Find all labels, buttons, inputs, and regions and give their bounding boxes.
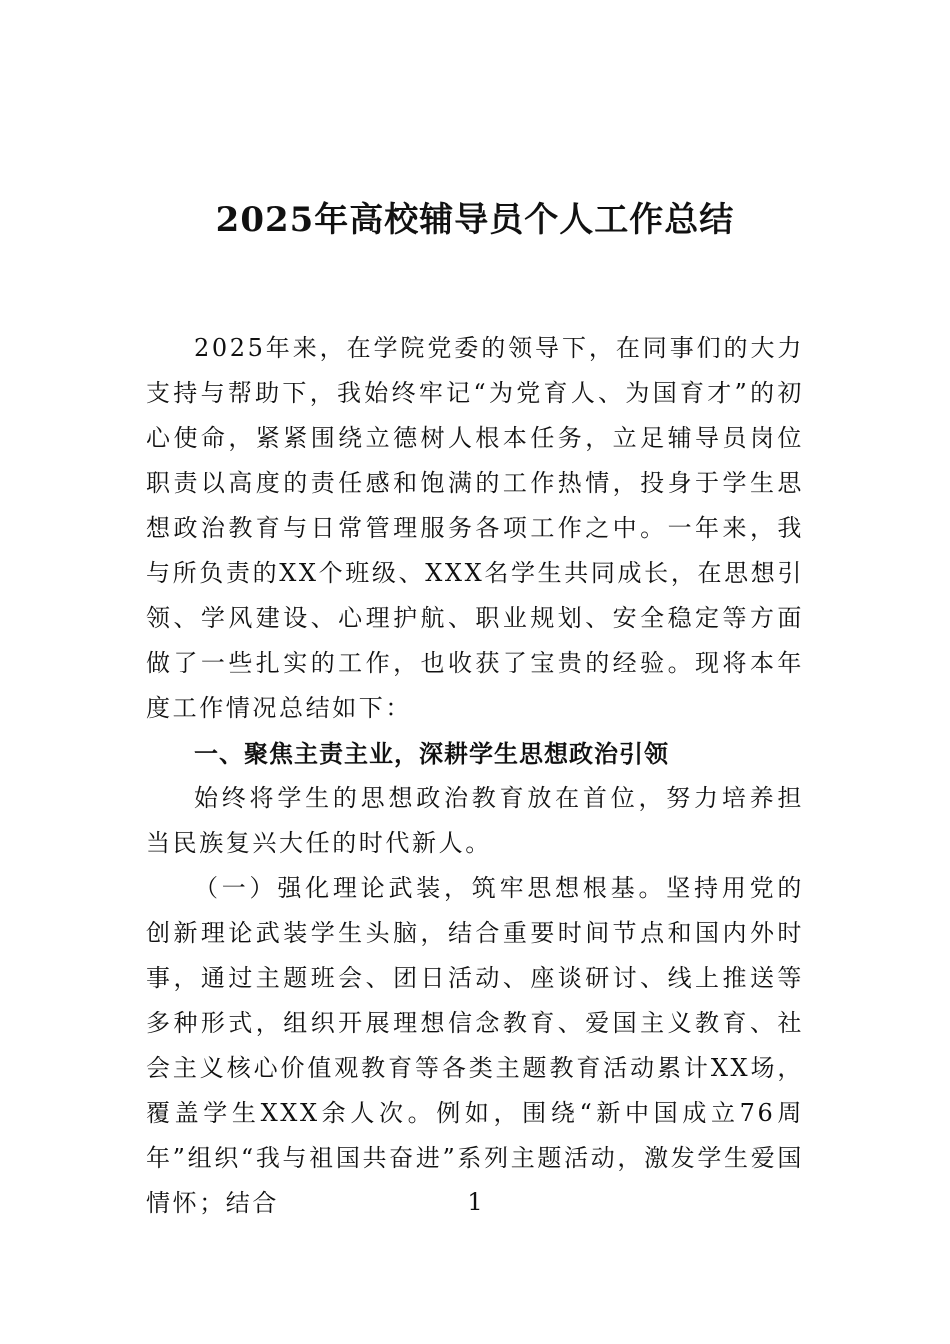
page-number: 1 xyxy=(467,1188,483,1216)
section-heading: 一、聚焦主责主业，深耕学生思想政治引领 xyxy=(194,739,669,768)
document-body xyxy=(146,326,804,1226)
subsection-paragraph: （一）强化理论武装，筑牢思想根基。坚持用党的创新理论武装学生头脑，结合重要时间节点和国内外时事，通过主题班会、团日活动、座谈研讨、线上推送等多种形式，组织开展理想信念教育、爱国主义教育、社会主义核心价值观教育等各类主题教育活动累计XX场，覆盖学生XXX余人次。例如，围绕“新中国成立76周年”组织“我与祖国共奋进”系列主题活动，激发学生爱国情怀；结合 xyxy=(146,874,804,1217)
section-intro-paragraph: 始终将学生的思想政治教育放在首位，努力培养担当民族复兴大任的时代新人。 xyxy=(146,784,804,857)
intro-paragraph: 2025年来，在学院党委的领导下，在同事们的大力支持与帮助下，我始终牢记“为党育人、为国育才”的初心使命，紧紧围绕立德树人根本任务，立足辅导员岗位职责以高度的责任感和饱满的工作热情，投身于学生思想政治教育与日常管理服务各项工作之中。一年来，我与所负责的XX个班级、XXX名学生共同成长，在思想引领、学风建设、心理护航、职业规划、安全稳定等方面做了一些扎实的工作，也收获了宝贵的经验。现将本年度工作情况总结如下： xyxy=(146,334,804,722)
document-title: 2025年高校辅导员个人工作总结 xyxy=(215,200,735,240)
